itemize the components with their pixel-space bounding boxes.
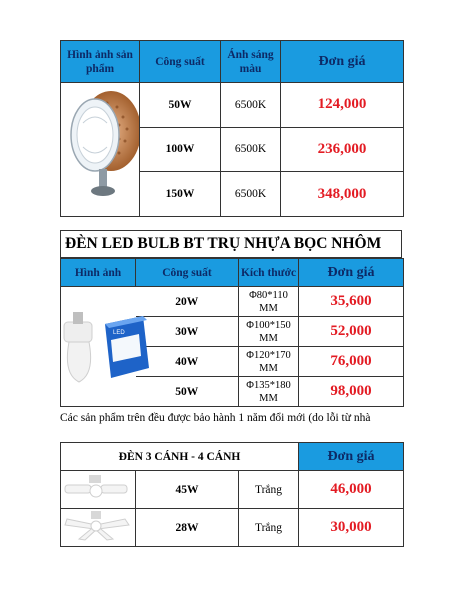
header-size: Kích thước [239, 259, 299, 287]
color-cell: Trắng [239, 509, 299, 547]
folding-lamp-icon [61, 471, 135, 503]
color-temp-cell: 6500K [221, 127, 281, 172]
size-cell: Φ80*110 MM [239, 287, 299, 317]
price-table-1 [60, 40, 404, 217]
power-cell: 100W [140, 127, 221, 172]
header-power: Công suất [136, 259, 239, 287]
power-cell: 40W [136, 347, 239, 377]
table-row [61, 83, 404, 128]
table-row [61, 287, 404, 317]
color-cell: Trắng [239, 471, 299, 509]
header-power: Công suất [140, 41, 221, 83]
price-cell: 52,000 [299, 317, 404, 347]
header-image: Hình ảnh sản phẩm [61, 41, 140, 83]
price-cell: 30,000 [299, 509, 404, 547]
product-image-led-bulb [61, 287, 136, 407]
product-image-4-wing-lamp [61, 509, 136, 547]
price-cell: 76,000 [299, 347, 404, 377]
price-cell: 124,000 [281, 83, 404, 128]
product-image-3-wing-lamp [61, 471, 136, 509]
table-row [61, 471, 404, 509]
header-product-name: ĐÈN 3 CÁNH - 4 CÁNH [61, 443, 299, 471]
color-temp-cell: 6500K [221, 172, 281, 217]
power-cell: 50W [140, 83, 221, 128]
header-price: Đơn giá [299, 259, 404, 287]
product-image-ufo-lamp [61, 83, 140, 217]
power-cell: 30W [136, 317, 239, 347]
size-cell: Φ135*180 MM [239, 377, 299, 407]
header-image: Hình ảnh [61, 259, 136, 287]
warranty-note: Các sản phẩm trên đều được bảo hành 1 năm đổi mới (do lỗi từ nhà [60, 412, 371, 424]
price-table-2 [60, 258, 404, 407]
section-title-led-bulb: ĐÈN LED BULB BT TRỤ NHỰA BỌC NHÔM [60, 230, 402, 258]
ufo-lamp-icon [61, 83, 139, 211]
size-cell: Φ120*170 MM [239, 347, 299, 377]
price-table-3 [60, 442, 404, 547]
price-cell: 46,000 [299, 471, 404, 509]
header-light-color: Ánh sáng màu [221, 41, 281, 83]
power-cell: 20W [136, 287, 239, 317]
price-cell: 98,000 [299, 377, 404, 407]
box-led-label: LED [113, 330, 125, 336]
led-bulb-icon [61, 294, 161, 394]
power-cell: 150W [140, 172, 221, 217]
price-cell: 35,600 [299, 287, 404, 317]
price-cell: 236,000 [281, 127, 404, 172]
power-cell: 50W [136, 377, 239, 407]
header-price: Đơn giá [281, 41, 404, 83]
table-row [61, 509, 404, 547]
power-cell: 28W [136, 509, 239, 547]
price-cell: 348,000 [281, 172, 404, 217]
power-cell: 45W [136, 471, 239, 509]
header-price: Đơn giá [299, 443, 404, 471]
color-temp-cell: 6500K [221, 83, 281, 128]
size-cell: Φ100*150 MM [239, 317, 299, 347]
folding-lamp-4-icon [61, 509, 135, 541]
